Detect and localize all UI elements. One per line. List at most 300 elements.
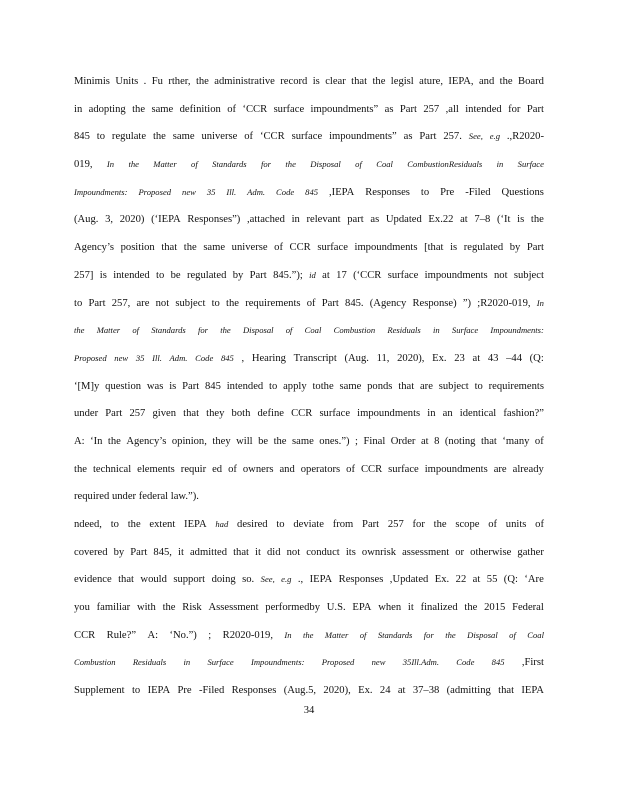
line-text: at — [472, 574, 481, 586]
line-text: the — [273, 435, 287, 447]
line-text: operators — [300, 463, 341, 475]
line-text: will — [236, 435, 253, 447]
citation-italic-text: Proposed — [321, 657, 355, 668]
line-text: ; — [208, 629, 212, 641]
line-text: Federal — [512, 602, 544, 614]
line-text: would — [140, 574, 167, 586]
line-text: Part — [526, 103, 544, 115]
citation-italic-text: for — [423, 629, 434, 640]
line-text: at — [472, 352, 481, 364]
line-text: is — [312, 76, 320, 87]
text-line — [74, 649, 544, 677]
citation-italic-text: In — [284, 629, 292, 640]
line-text: 2015 — [484, 602, 506, 614]
line-text: surface — [387, 269, 419, 281]
line-text: both — [231, 408, 251, 420]
line-text: 257 — [387, 519, 404, 530]
line-text: that — [351, 76, 368, 87]
line-text: regulated — [463, 242, 504, 254]
text-line — [74, 179, 544, 207]
line-text: ‘No.”) — [169, 629, 197, 641]
line-text: 37–38 — [412, 685, 440, 697]
text-line — [74, 206, 544, 234]
line-text: ‘In — [90, 435, 103, 447]
line-text: record — [280, 76, 308, 87]
line-text: Risk — [182, 602, 202, 614]
line-text: Part — [419, 131, 437, 143]
line-text: -Filed — [198, 685, 225, 697]
line-text: ponds — [367, 380, 393, 392]
line-text: EPA — [352, 602, 372, 614]
line-text: of — [306, 297, 316, 309]
line-text: ndeed, — [74, 519, 102, 530]
line-text: is — [450, 242, 458, 254]
line-text: when — [378, 602, 402, 614]
line-text: and — [279, 463, 295, 475]
line-text: fashion?” — [503, 408, 544, 420]
citation-italic-text: Code — [456, 657, 475, 668]
line-text: administrative — [214, 76, 275, 87]
line-text: they — [212, 435, 231, 447]
line-text: identical — [459, 408, 497, 420]
text-line — [74, 456, 544, 484]
line-text: (admitting — [446, 685, 491, 697]
line-text: Final — [363, 435, 386, 447]
citation-italic-text: See, — [260, 574, 275, 585]
line-text: deviate — [293, 519, 324, 530]
text-line — [74, 151, 544, 179]
line-text: to — [211, 297, 220, 309]
line-text: that — [398, 380, 415, 392]
line-text: IEPA — [309, 574, 333, 586]
line-text: ed — [212, 463, 223, 475]
line-text: the — [464, 602, 478, 614]
line-text: subject — [513, 269, 544, 281]
line-text: they — [206, 408, 225, 420]
citation-italic-text: 35 — [206, 186, 216, 197]
citation-italic-text: Impoundments: — [74, 186, 128, 197]
citation-italic-text: the — [220, 325, 231, 336]
line-text: are — [493, 463, 507, 475]
line-text: so. — [242, 574, 255, 586]
line-text: CCR — [360, 463, 383, 475]
citation-italic-text: Standards — [377, 629, 413, 640]
line-text: that — [183, 408, 200, 420]
citation-italic-text: Proposed — [74, 352, 107, 363]
citation-italic-text: See, — [468, 131, 483, 142]
line-text: otherwise — [470, 546, 512, 558]
line-text: 845 — [205, 380, 221, 392]
line-text: 257, — [111, 297, 131, 309]
citation-italic-text: Matter — [153, 159, 177, 170]
line-text: Part — [526, 242, 544, 254]
citation-italic-text: 35Ill.Adm. — [402, 657, 439, 668]
line-text: as — [403, 131, 413, 143]
line-text: surface — [317, 242, 348, 254]
body-text — [74, 68, 544, 705]
line-text: and — [478, 76, 495, 87]
line-text: of — [227, 103, 237, 115]
line-text: 2020), — [323, 685, 351, 697]
text-line — [74, 96, 544, 124]
line-text: is — [169, 380, 177, 392]
line-text: 2020) — [119, 214, 145, 226]
citation-italic-text: of — [191, 159, 198, 170]
line-text: finalized — [420, 602, 458, 614]
citation-italic-text: had — [215, 519, 229, 529]
line-text: Agency’s — [126, 435, 167, 447]
line-text: was — [146, 380, 164, 392]
line-text: . — [143, 76, 147, 87]
line-text: to — [131, 685, 141, 697]
citation-italic-text: in — [183, 657, 191, 668]
line-text: it — [255, 546, 261, 558]
text-line — [74, 483, 544, 511]
line-text: universe — [231, 242, 268, 254]
citation-italic-text: Matter — [324, 629, 349, 640]
citation-italic-text: Code — [276, 186, 295, 197]
line-text: IEPA — [147, 685, 171, 697]
line-text: not — [493, 269, 508, 281]
line-text: CCR — [291, 408, 313, 420]
line-text: doing — [211, 574, 236, 586]
line-text: ,First — [521, 657, 544, 669]
line-text: CCR — [289, 242, 311, 254]
text-line — [74, 400, 544, 428]
line-text: -Filed — [465, 186, 491, 198]
line-text: [that — [424, 242, 444, 254]
citation-italic-text: for — [261, 159, 272, 170]
line-text: its — [345, 546, 356, 558]
line-text: Units — [115, 76, 139, 87]
line-text: at — [322, 269, 330, 281]
line-text: Assessment — [208, 602, 259, 614]
line-text: Part — [182, 380, 200, 392]
line-text: same — [292, 435, 314, 447]
line-text: to — [420, 186, 430, 198]
line-text: already — [512, 463, 544, 475]
line-text: did — [267, 546, 281, 558]
citation-italic-text: Residuals — [387, 325, 421, 336]
line-text: extent — [149, 519, 176, 530]
citation-italic-text: of — [132, 325, 140, 336]
line-text: definition — [179, 103, 221, 115]
line-text: by — [509, 242, 521, 254]
line-text: intended — [465, 103, 502, 115]
line-text: ,all — [445, 103, 459, 115]
line-text: Pre — [440, 186, 455, 198]
line-text: ,attached — [246, 214, 285, 226]
line-text: the — [152, 131, 166, 143]
line-text: 55 — [486, 574, 498, 586]
line-text: or — [455, 546, 465, 558]
line-text: not — [155, 297, 170, 309]
line-text: to — [474, 380, 483, 392]
line-text: surface — [291, 131, 323, 143]
citation-italic-text: In — [106, 159, 115, 170]
line-text: as — [384, 103, 394, 115]
citation-italic-text: Coal — [304, 325, 322, 336]
line-text: 43 — [487, 352, 499, 364]
line-text: 24 — [379, 685, 391, 697]
line-text: same — [203, 242, 226, 254]
text-line — [74, 622, 544, 650]
line-text: to — [74, 297, 83, 309]
line-text: to — [110, 519, 119, 530]
line-text: desired — [237, 519, 268, 530]
line-text: ‘many — [502, 435, 530, 447]
citation-italic-text: e.g — [281, 574, 292, 585]
line-text: impoundments — [357, 408, 421, 420]
line-text: of — [346, 463, 355, 475]
text-line — [74, 566, 544, 594]
line-text: for — [412, 519, 425, 530]
text-line — [74, 511, 544, 539]
citation-italic-text: Surface — [207, 657, 234, 668]
text-line — [74, 594, 544, 622]
line-text: the — [530, 214, 544, 226]
line-text: (Q: — [503, 574, 518, 586]
line-text: Part — [130, 546, 148, 558]
line-text: in — [74, 103, 83, 115]
line-text: intended — [226, 380, 264, 392]
line-text: it — [178, 546, 184, 558]
line-text: the — [162, 602, 176, 614]
line-text: surface — [273, 103, 305, 115]
line-text: same — [339, 380, 362, 392]
citation-italic-text: of — [355, 159, 362, 170]
line-text: Order — [390, 435, 416, 447]
line-text: at — [397, 685, 406, 697]
line-text: ‘Are — [524, 574, 544, 586]
line-text: ;R2020-019, — [477, 297, 531, 309]
line-text: of — [244, 131, 254, 143]
line-text: 257 — [129, 408, 146, 420]
citation-italic-text: the — [445, 629, 456, 640]
page-number: 34 — [303, 705, 315, 716]
line-text: R2020-019, — [222, 629, 273, 641]
line-text: Questions — [501, 186, 544, 198]
line-text: requirements — [488, 380, 544, 392]
line-text: impoundments — [424, 269, 488, 281]
line-text: Responses — [365, 186, 410, 198]
line-text: by — [113, 546, 125, 558]
line-text: Ex. — [434, 574, 450, 586]
line-text: subject — [438, 380, 469, 392]
line-text: gather — [517, 546, 544, 558]
line-text: , — [241, 352, 245, 364]
line-text: apply — [283, 380, 307, 392]
text-line — [74, 68, 544, 96]
line-text: the — [132, 103, 146, 115]
citation-italic-text: e.g — [489, 131, 500, 142]
line-text: (noting — [444, 435, 476, 447]
line-text: tothe — [312, 380, 334, 392]
line-text: admitted — [189, 546, 228, 558]
line-text: ,IEPA — [329, 186, 355, 198]
line-text: conduct — [306, 546, 340, 558]
citation-italic-text: Coal — [527, 629, 544, 640]
text-line — [74, 677, 544, 705]
line-text: requir — [180, 463, 207, 475]
line-text: (Agency — [369, 297, 407, 309]
citation-italic-text: Standards — [151, 325, 186, 336]
line-text: adopting — [88, 103, 126, 115]
line-text: 845, — [153, 546, 172, 558]
line-text: the — [74, 463, 87, 475]
line-text: .,R2020- — [506, 131, 544, 143]
citation-italic-text: in — [496, 159, 504, 170]
line-text: 019, — [74, 159, 93, 171]
line-text: surface — [388, 463, 419, 475]
line-text: relevant — [306, 214, 341, 226]
line-text: of — [535, 519, 544, 530]
line-text: to — [276, 519, 285, 530]
line-text: 7–8 — [474, 214, 491, 226]
line-text: ‘CCR — [259, 131, 285, 143]
line-text: surface — [319, 408, 351, 420]
line-text: IEPA — [184, 519, 207, 530]
line-text: (‘CCR — [353, 269, 382, 281]
line-text: opinion, — [171, 435, 207, 447]
line-text: ,Updated — [389, 574, 429, 586]
line-text: Part — [362, 519, 380, 530]
line-text: for — [508, 103, 521, 115]
line-text: 845. — [345, 297, 364, 309]
line-text: 23 — [454, 352, 465, 364]
line-text: 257 — [423, 103, 440, 115]
line-text: Board — [518, 76, 544, 87]
line-text: units — [505, 519, 527, 530]
line-text: from — [332, 519, 354, 530]
citation-italic-text: the — [285, 159, 296, 170]
citation-italic-text: id — [309, 269, 316, 280]
line-text: be — [170, 269, 181, 281]
line-text: same — [172, 131, 195, 143]
line-text: given — [152, 408, 177, 420]
line-text: is — [517, 214, 525, 226]
line-text: the — [499, 76, 513, 87]
line-text: the — [195, 76, 209, 87]
line-text: that — [498, 685, 515, 697]
line-text: elements — [137, 463, 175, 475]
line-text: universe — [201, 131, 238, 143]
line-text: ‘[M]y — [74, 380, 100, 392]
line-text: assessment — [402, 546, 450, 558]
citation-italic-text: for — [198, 325, 209, 336]
citation-italic-text: the — [302, 629, 314, 640]
line-text: Part — [399, 103, 417, 115]
text-line — [74, 373, 544, 401]
line-text: 845 — [74, 131, 90, 143]
citation-italic-text: Ill. — [152, 352, 162, 363]
line-text: part — [347, 214, 364, 226]
line-text: that — [118, 574, 134, 586]
line-text: technical — [92, 463, 132, 475]
line-text: ones.”) — [319, 435, 350, 447]
line-text: that — [161, 242, 178, 254]
citation-italic-text: Adm. — [247, 186, 266, 197]
citation-italic-text: Proposed — [138, 186, 172, 197]
citation-italic-text: the — [74, 325, 85, 336]
line-text: in — [291, 214, 300, 226]
line-text: Response) — [412, 297, 457, 309]
line-text: U.S. — [326, 602, 346, 614]
line-text: to — [156, 269, 165, 281]
line-text: clear — [325, 76, 346, 87]
line-text: an — [442, 408, 453, 420]
line-text: the — [226, 297, 239, 309]
line-text: (Aug. — [74, 214, 99, 226]
citation-italic-text: Adm. — [169, 352, 188, 363]
line-text: Responses”) — [187, 214, 241, 226]
citation-italic-text: In — [536, 297, 544, 308]
line-text: requirements — [245, 297, 301, 309]
line-text: same — [151, 103, 174, 115]
line-text: the — [372, 76, 386, 87]
line-text: Fu — [151, 76, 163, 87]
line-text: rther, — [168, 76, 191, 87]
citation-italic-text: 845 — [305, 186, 319, 197]
line-text: 845.”); — [273, 269, 303, 281]
citation-italic-text: Code — [195, 352, 214, 363]
citation-italic-text: Impoundments: — [490, 325, 544, 336]
line-text: the — [183, 242, 197, 254]
line-text: Ex. — [358, 685, 373, 697]
line-text: the — [433, 519, 447, 530]
text-line — [74, 539, 544, 567]
line-text: regulated — [186, 269, 227, 281]
line-text: as — [370, 214, 380, 226]
citation-italic-text: in — [433, 325, 440, 336]
citation-italic-text: 845 — [220, 352, 234, 363]
citation-italic-text: Ill. — [226, 186, 237, 197]
line-text: impoundments — [424, 463, 488, 475]
line-text: Transcript — [293, 352, 337, 364]
line-text: ”) — [462, 297, 472, 309]
line-text: 3, — [105, 214, 114, 226]
line-text: covered — [74, 546, 108, 558]
line-text: owners — [242, 463, 274, 475]
citation-italic-text: 845 — [491, 657, 505, 668]
line-text: is — [99, 269, 107, 281]
citation-italic-text: Disposal — [242, 325, 274, 336]
citation-italic-text: Combustion — [74, 657, 116, 668]
line-text: Rule?” — [106, 629, 137, 641]
line-text: support — [173, 574, 206, 586]
line-text: Agency’s — [74, 242, 115, 254]
citation-italic-text: Residuals — [132, 657, 167, 668]
line-text: A: — [74, 435, 85, 447]
line-text: –44 — [506, 352, 522, 364]
line-text: Pre — [177, 685, 192, 697]
line-text: impoundments” — [329, 131, 397, 143]
line-text: it — [407, 602, 414, 614]
line-text: scope — [455, 519, 480, 530]
citation-italic-text: of — [285, 325, 293, 336]
line-text: A: — [147, 629, 159, 641]
line-text: impoundments” — [310, 103, 379, 115]
line-text: at — [460, 214, 468, 226]
citation-italic-text: CombustionResiduals — [407, 159, 483, 170]
citation-italic-text: of — [359, 629, 367, 640]
text-line — [74, 345, 544, 373]
line-text: by — [232, 269, 244, 281]
line-text: evidence — [74, 574, 112, 586]
line-text: IEPA, — [448, 76, 474, 87]
line-text: the — [127, 519, 141, 530]
line-text: that — [480, 435, 497, 447]
